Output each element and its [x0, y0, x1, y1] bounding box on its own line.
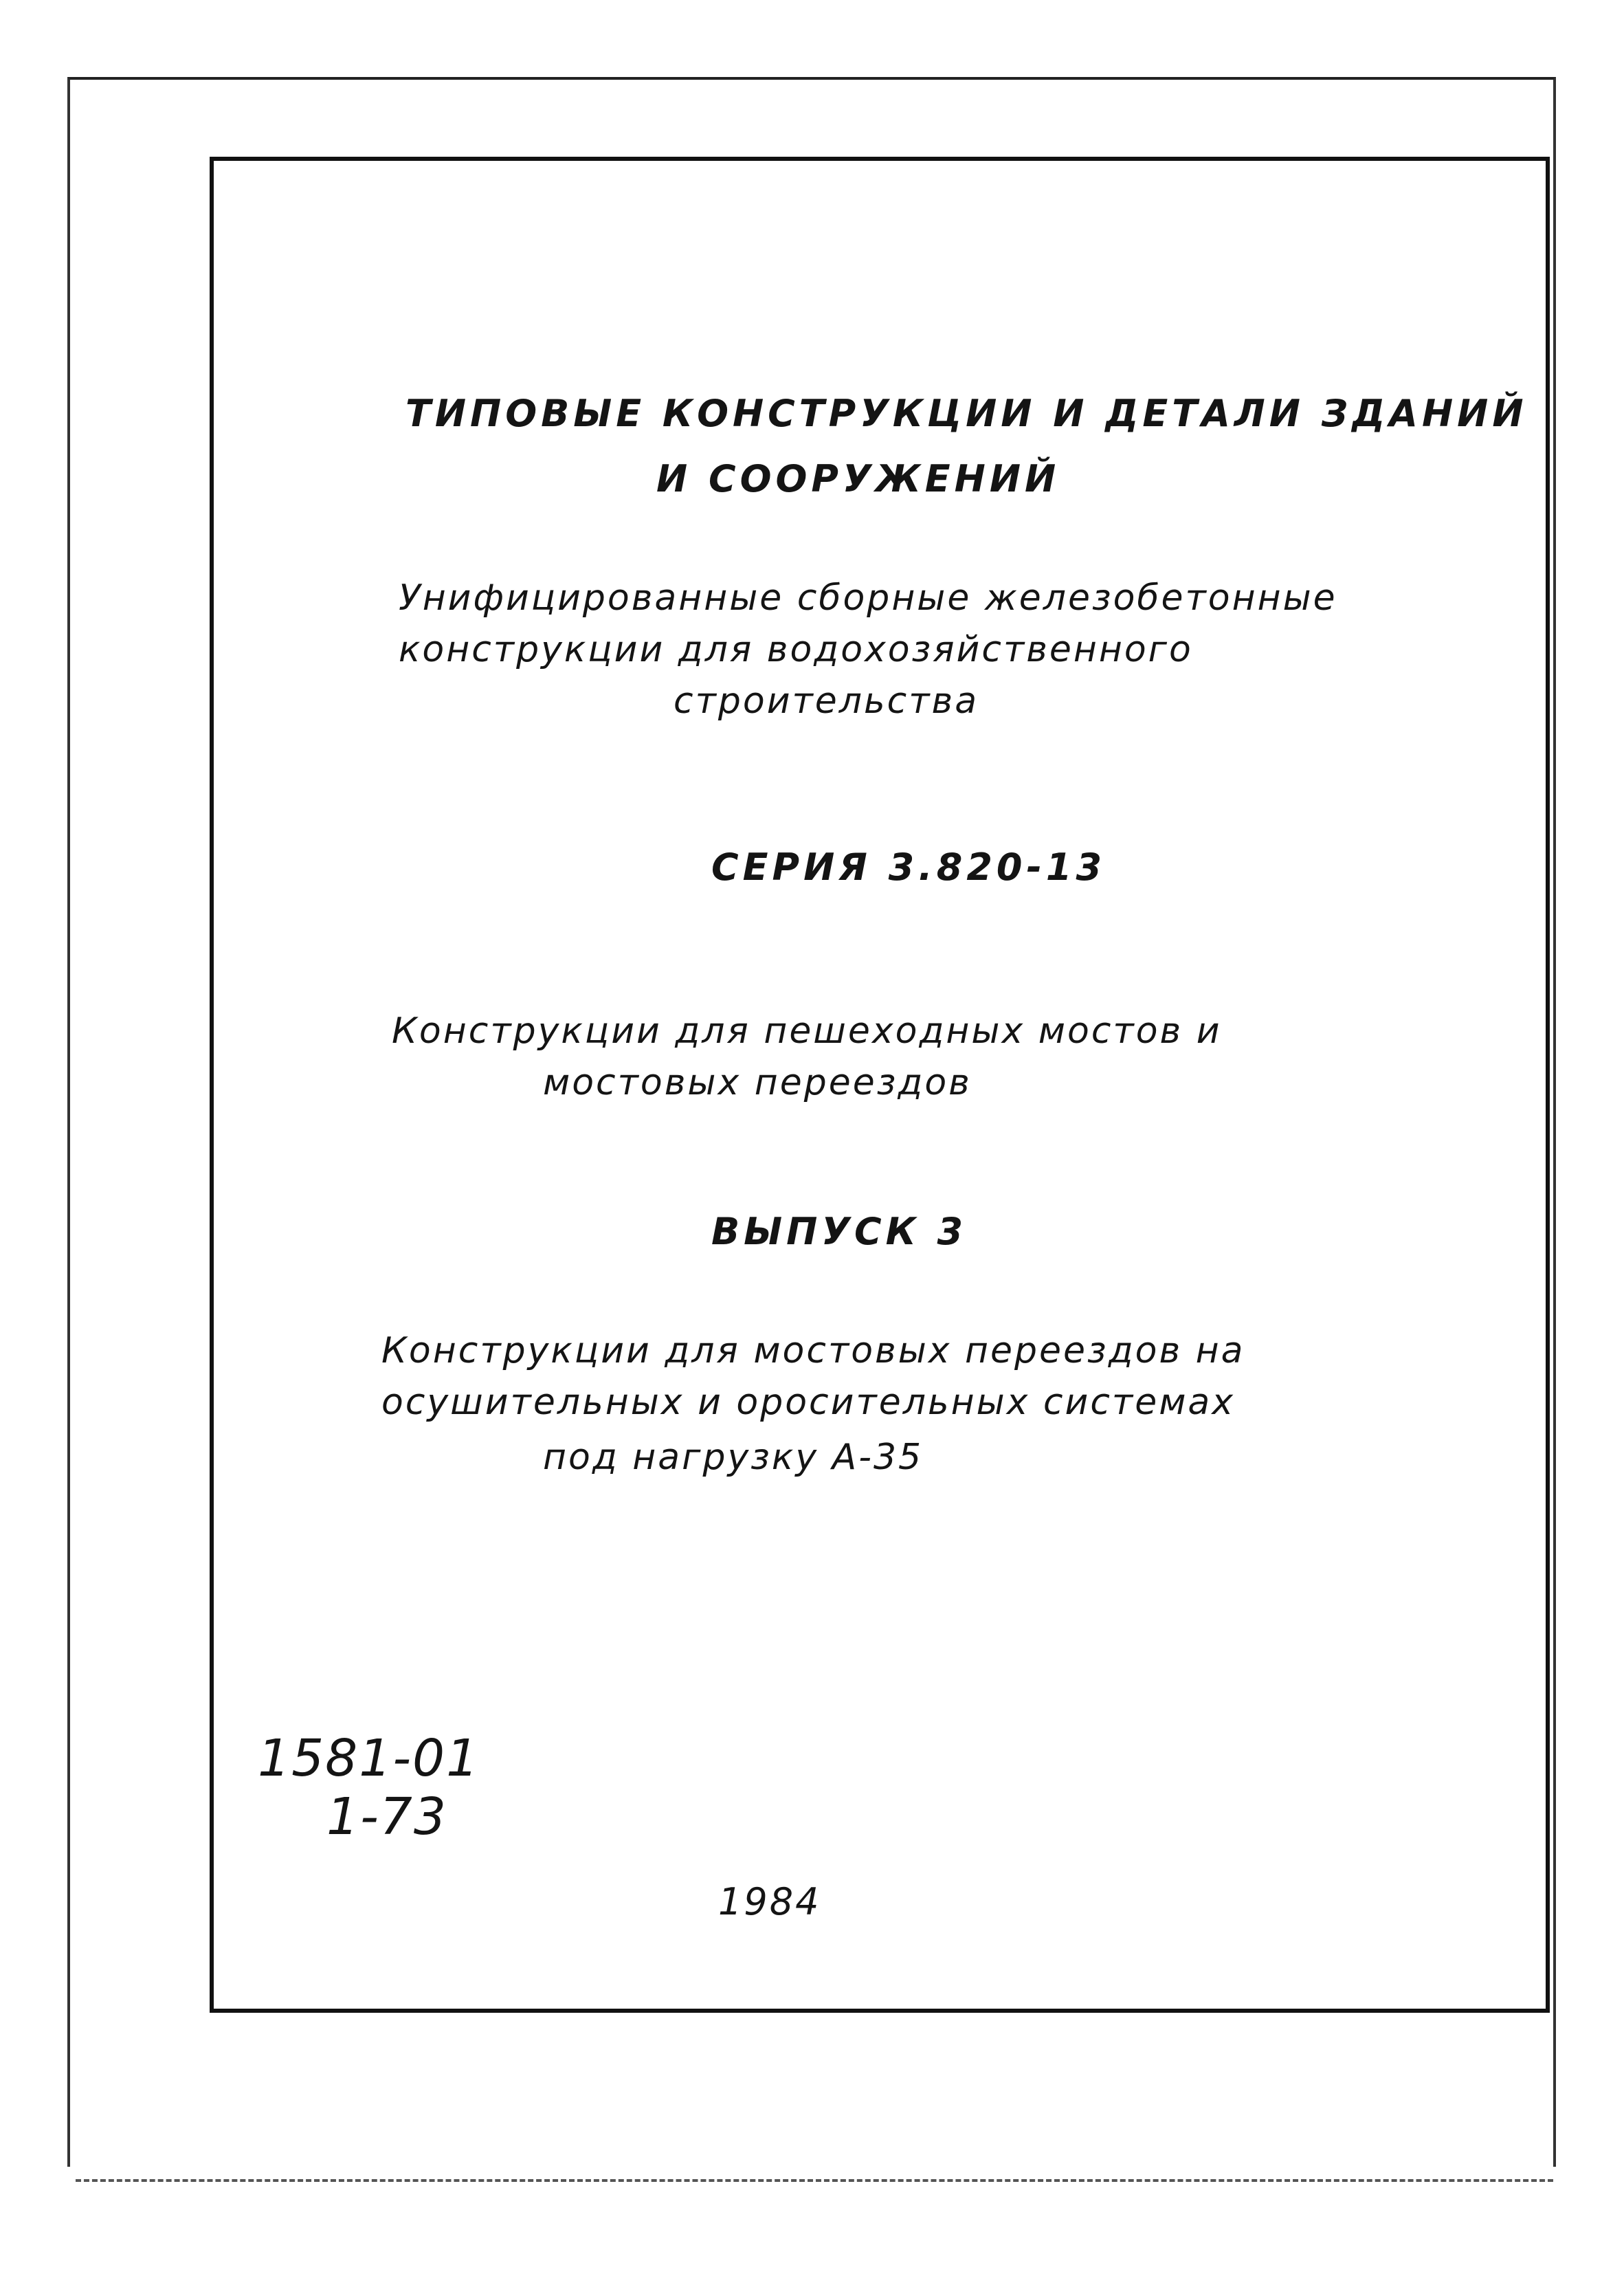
issue-description-line-2: осушительных и оросительных системах [381, 1382, 1236, 1423]
inventory-number-line-1: 1581-01 [258, 1729, 480, 1788]
issue-number: ВЫПУСК 3 [711, 1210, 968, 1253]
publication-year: 1984 [718, 1880, 821, 1923]
subtitle-line-3: строительства [674, 681, 979, 722]
inventory-number-line-2: 1-73 [326, 1787, 447, 1846]
subtitle-line-2: конструкции для водохозяйственного [399, 629, 1193, 670]
section-line-2: мостовых переездов [543, 1062, 972, 1103]
section-line-1: Конструкции для пешеходных мостов и [392, 1011, 1222, 1052]
series-number: СЕРИЯ 3.820-13 [711, 846, 1106, 889]
issue-description-line-1: Конструкции для мостовых переездов на [381, 1330, 1245, 1371]
heading-line-1: ТИПОВЫЕ КОНСТРУКЦИИ И ДЕТАЛИ ЗДАНИЙ [405, 392, 1528, 435]
issue-description-line-3: под нагрузку А-35 [543, 1437, 924, 1478]
subtitle-line-1: Унифицированные сборные железобетонные [399, 577, 1337, 619]
heading-line-2: И СООРУЖЕНИЙ [656, 457, 1060, 500]
bottom-scan-line [76, 2179, 1553, 2182]
